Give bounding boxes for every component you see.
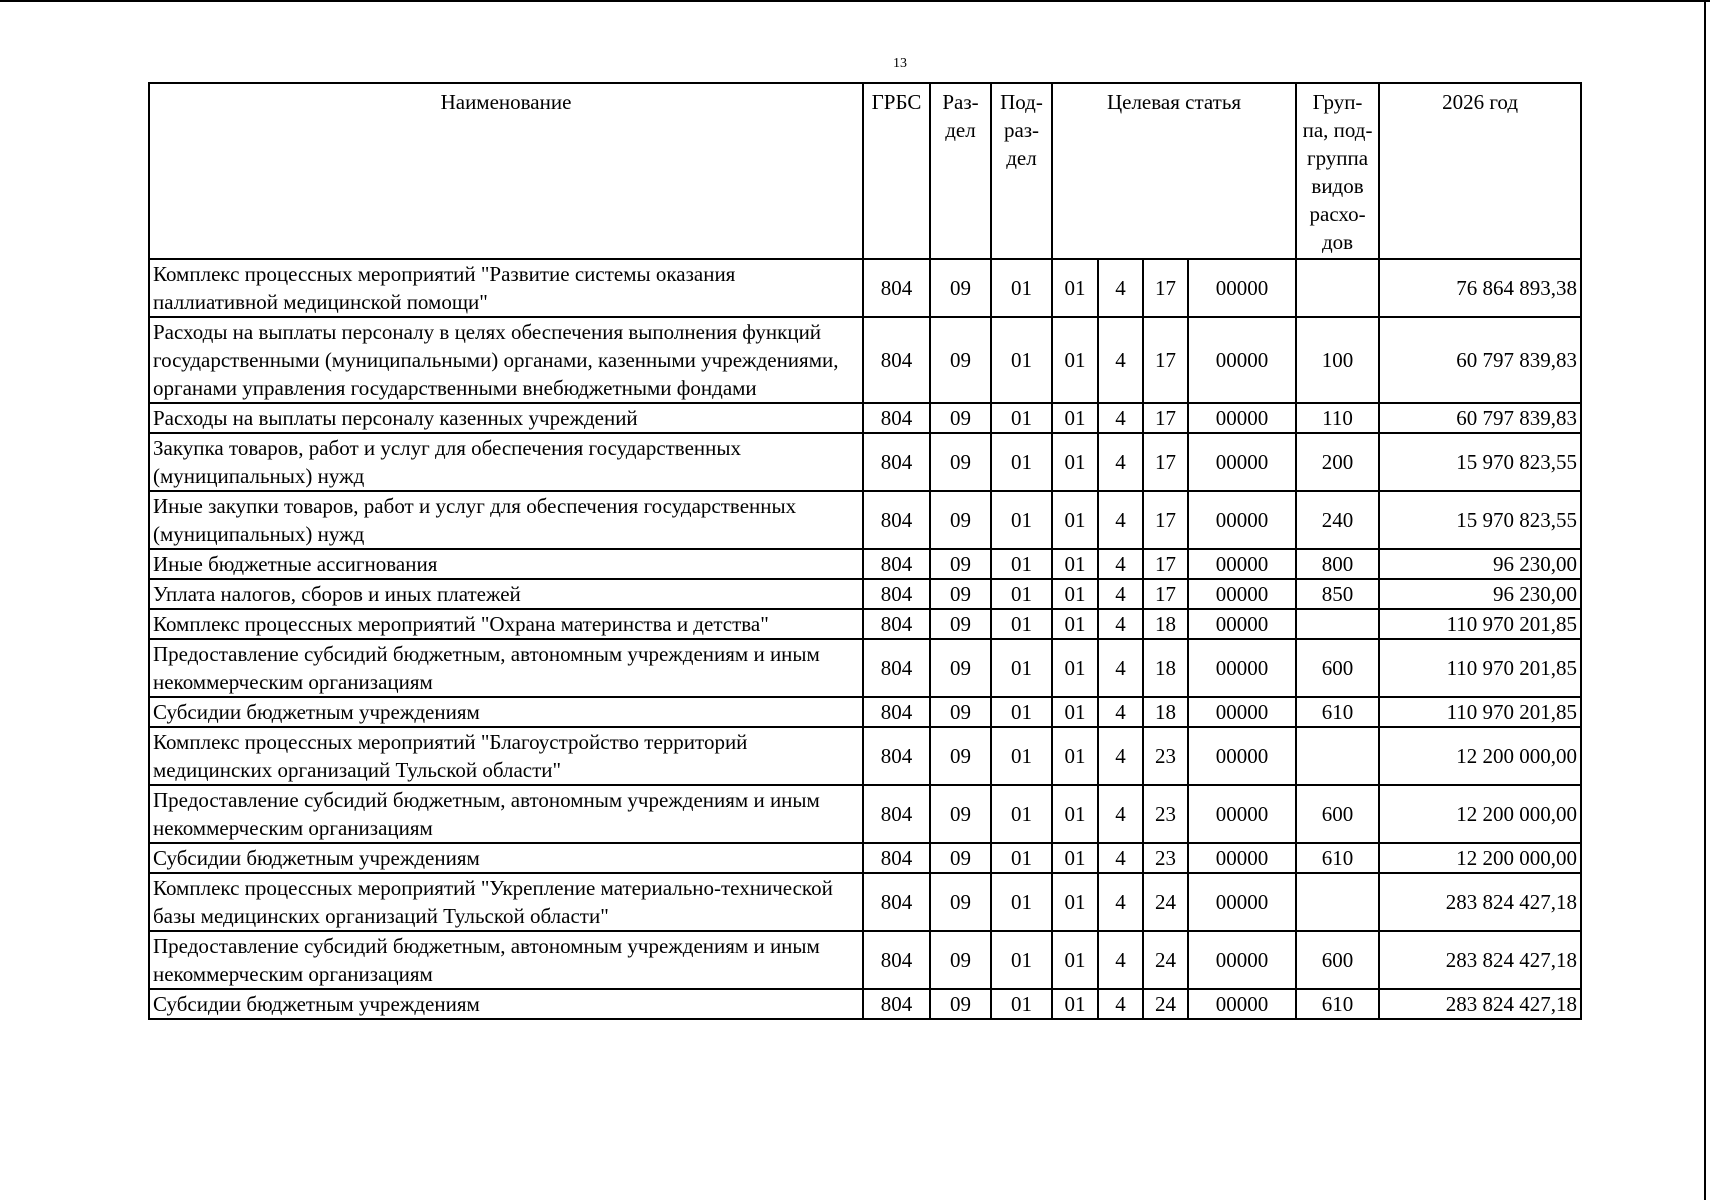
cell-amount-2026: 110 970 201,85: [1379, 609, 1581, 639]
cell-grbs: 804: [863, 989, 930, 1019]
cell-target-direction: 00000: [1188, 259, 1296, 317]
cell-amount-2026: 110 970 201,85: [1379, 697, 1581, 727]
cell-amount-2026: 12 200 000,00: [1379, 843, 1581, 873]
cell-target-direction: 00000: [1188, 403, 1296, 433]
table-row: [149, 579, 1581, 609]
cell-name: Расходы на выплаты персоналу в целях обеспечения выполнения функций государственными (муниципальными) органами, казенными учреждениями, органами управления государственными внебюджетными фондами: [149, 317, 863, 403]
cell-target-direction: 00000: [1188, 989, 1296, 1019]
cell-name: Предоставление субсидий бюджетным, автономным учреждениям и иным некоммерческим организациям: [149, 785, 863, 843]
cell-target-direction: 00000: [1188, 491, 1296, 549]
cell-target-direction: 00000: [1188, 727, 1296, 785]
cell-target-complex: 17: [1143, 491, 1188, 549]
cell-target-complex: 18: [1143, 639, 1188, 697]
cell-razdel: 09: [930, 491, 991, 549]
cell-grbs: 804: [863, 785, 930, 843]
cell-target-program: 01: [1052, 549, 1098, 579]
cell-target-direction: 00000: [1188, 433, 1296, 491]
cell-target-complex: 17: [1143, 433, 1188, 491]
cell-target-direction: 00000: [1188, 549, 1296, 579]
cell-target-complex: 24: [1143, 931, 1188, 989]
page-number: 13: [893, 56, 907, 71]
cell-target-complex: 18: [1143, 697, 1188, 727]
header-target-article: Целевая статья: [1052, 83, 1296, 259]
cell-target-type: 4: [1098, 403, 1143, 433]
cell-target-type: 4: [1098, 491, 1143, 549]
cell-podrazdel: 01: [991, 843, 1052, 873]
table-row: [149, 843, 1581, 873]
cell-name: Предоставление субсидий бюджетным, автономным учреждениям и иным некоммерческим организациям: [149, 931, 863, 989]
header-podrazdel: Под-раз-дел: [991, 83, 1052, 259]
table-row: [149, 403, 1581, 433]
cell-razdel: 09: [930, 317, 991, 403]
cell-target-direction: 00000: [1188, 873, 1296, 931]
cell-razdel: 09: [930, 549, 991, 579]
cell-target-direction: 00000: [1188, 697, 1296, 727]
cell-target-program: 01: [1052, 433, 1098, 491]
cell-target-direction: 00000: [1188, 609, 1296, 639]
cell-expense-group: 600: [1296, 785, 1379, 843]
cell-target-program: 01: [1052, 609, 1098, 639]
cell-razdel: 09: [930, 259, 991, 317]
cell-expense-group: [1296, 873, 1379, 931]
cell-target-type: 4: [1098, 609, 1143, 639]
table-row: [149, 931, 1581, 989]
cell-razdel: 09: [930, 727, 991, 785]
cell-razdel: 09: [930, 697, 991, 727]
cell-podrazdel: 01: [991, 873, 1052, 931]
table-row: [149, 989, 1581, 1019]
cell-amount-2026: 60 797 839,83: [1379, 403, 1581, 433]
cell-target-type: 4: [1098, 785, 1143, 843]
cell-razdel: 09: [930, 785, 991, 843]
cell-grbs: 804: [863, 931, 930, 989]
cell-target-direction: 00000: [1188, 579, 1296, 609]
cell-grbs: 804: [863, 317, 930, 403]
cell-target-type: 4: [1098, 843, 1143, 873]
cell-name: Субсидии бюджетным учреждениям: [149, 697, 863, 727]
cell-target-complex: 23: [1143, 727, 1188, 785]
table-row: [149, 727, 1581, 785]
cell-expense-group: 240: [1296, 491, 1379, 549]
cell-expense-group: 200: [1296, 433, 1379, 491]
cell-name: Иные бюджетные ассигнования: [149, 549, 863, 579]
cell-razdel: 09: [930, 403, 991, 433]
budget-table: [148, 82, 1582, 1020]
cell-grbs: 804: [863, 727, 930, 785]
cell-podrazdel: 01: [991, 989, 1052, 1019]
cell-grbs: 804: [863, 403, 930, 433]
cell-target-complex: 17: [1143, 317, 1188, 403]
cell-target-program: 01: [1052, 317, 1098, 403]
cell-target-type: 4: [1098, 873, 1143, 931]
cell-grbs: 804: [863, 549, 930, 579]
cell-target-type: 4: [1098, 549, 1143, 579]
cell-expense-group: 850: [1296, 579, 1379, 609]
cell-name: Комплекс процессных мероприятий "Развитие системы оказания паллиативной медицинской помощи": [149, 259, 863, 317]
cell-amount-2026: 12 200 000,00: [1379, 785, 1581, 843]
cell-expense-group: 610: [1296, 843, 1379, 873]
cell-razdel: 09: [930, 609, 991, 639]
cell-target-direction: 00000: [1188, 843, 1296, 873]
cell-target-complex: 23: [1143, 843, 1188, 873]
cell-podrazdel: 01: [991, 639, 1052, 697]
cell-amount-2026: 76 864 893,38: [1379, 259, 1581, 317]
cell-razdel: 09: [930, 931, 991, 989]
cell-podrazdel: 01: [991, 579, 1052, 609]
cell-razdel: 09: [930, 843, 991, 873]
cell-expense-group: 600: [1296, 931, 1379, 989]
cell-name: Субсидии бюджетным учреждениям: [149, 989, 863, 1019]
table-row: [149, 873, 1581, 931]
cell-expense-group: 100: [1296, 317, 1379, 403]
cell-grbs: 804: [863, 259, 930, 317]
cell-name: Комплекс процессных мероприятий "Охрана материнства и детства": [149, 609, 863, 639]
table-row: [149, 433, 1581, 491]
cell-expense-group: [1296, 259, 1379, 317]
cell-amount-2026: 60 797 839,83: [1379, 317, 1581, 403]
cell-amount-2026: 96 230,00: [1379, 549, 1581, 579]
cell-target-complex: 18: [1143, 609, 1188, 639]
cell-target-program: 01: [1052, 403, 1098, 433]
table-row: [149, 259, 1581, 317]
cell-amount-2026: 96 230,00: [1379, 579, 1581, 609]
cell-name: Комплекс процессных мероприятий "Укрепление материально-технической базы медицинских организаций Тульской области": [149, 873, 863, 931]
cell-name: Уплата налогов, сборов и иных платежей: [149, 579, 863, 609]
cell-target-direction: 00000: [1188, 317, 1296, 403]
cell-grbs: 804: [863, 843, 930, 873]
cell-target-complex: 17: [1143, 259, 1188, 317]
cell-target-program: 01: [1052, 259, 1098, 317]
cell-target-program: 01: [1052, 491, 1098, 549]
cell-razdel: 09: [930, 873, 991, 931]
cell-podrazdel: 01: [991, 785, 1052, 843]
cell-target-program: 01: [1052, 579, 1098, 609]
cell-target-complex: 17: [1143, 403, 1188, 433]
cell-amount-2026: 283 824 427,18: [1379, 873, 1581, 931]
cell-expense-group: 610: [1296, 989, 1379, 1019]
cell-target-program: 01: [1052, 931, 1098, 989]
cell-expense-group: 800: [1296, 549, 1379, 579]
table-header-row: [149, 83, 1581, 259]
cell-razdel: 09: [930, 989, 991, 1019]
cell-podrazdel: 01: [991, 931, 1052, 989]
header-year: 2026 год: [1379, 83, 1581, 259]
cell-target-complex: 24: [1143, 873, 1188, 931]
cell-target-type: 4: [1098, 317, 1143, 403]
cell-expense-group: 110: [1296, 403, 1379, 433]
cell-podrazdel: 01: [991, 259, 1052, 317]
cell-podrazdel: 01: [991, 433, 1052, 491]
cell-grbs: 804: [863, 491, 930, 549]
cell-target-complex: 17: [1143, 549, 1188, 579]
cell-podrazdel: 01: [991, 727, 1052, 785]
cell-name: Иные закупки товаров, работ и услуг для обеспечения государственных (муниципальных) нужд: [149, 491, 863, 549]
table-row: [149, 491, 1581, 549]
cell-target-type: 4: [1098, 727, 1143, 785]
header-razdel: Раз-дел: [930, 83, 991, 259]
cell-razdel: 09: [930, 433, 991, 491]
cell-target-type: 4: [1098, 697, 1143, 727]
cell-target-type: 4: [1098, 989, 1143, 1019]
cell-target-direction: 00000: [1188, 639, 1296, 697]
cell-target-direction: 00000: [1188, 931, 1296, 989]
cell-name: Закупка товаров, работ и услуг для обеспечения государственных (муниципальных) нужд: [149, 433, 863, 491]
cell-amount-2026: 15 970 823,55: [1379, 433, 1581, 491]
cell-target-complex: 24: [1143, 989, 1188, 1019]
cell-podrazdel: 01: [991, 317, 1052, 403]
cell-target-direction: 00000: [1188, 785, 1296, 843]
cell-target-type: 4: [1098, 639, 1143, 697]
cell-podrazdel: 01: [991, 403, 1052, 433]
table-row: [149, 639, 1581, 697]
cell-grbs: 804: [863, 433, 930, 491]
cell-expense-group: 610: [1296, 697, 1379, 727]
table-row: [149, 697, 1581, 727]
cell-grbs: 804: [863, 697, 930, 727]
cell-amount-2026: 12 200 000,00: [1379, 727, 1581, 785]
cell-name: Субсидии бюджетным учреждениям: [149, 843, 863, 873]
cell-amount-2026: 283 824 427,18: [1379, 931, 1581, 989]
table-row: [149, 785, 1581, 843]
cell-target-type: 4: [1098, 931, 1143, 989]
table-body: [149, 259, 1581, 1019]
cell-target-complex: 17: [1143, 579, 1188, 609]
cell-podrazdel: 01: [991, 549, 1052, 579]
table-row: [149, 317, 1581, 403]
cell-name: Расходы на выплаты персоналу казенных учреждений: [149, 403, 863, 433]
cell-expense-group: [1296, 609, 1379, 639]
cell-podrazdel: 01: [991, 609, 1052, 639]
cell-target-type: 4: [1098, 259, 1143, 317]
cell-name: Комплекс процессных мероприятий "Благоустройство территорий медицинских организаций Тульской области": [149, 727, 863, 785]
cell-target-program: 01: [1052, 697, 1098, 727]
page-border-top: [0, 0, 1710, 2]
cell-target-program: 01: [1052, 639, 1098, 697]
page-border-right: [1704, 0, 1706, 1200]
cell-target-program: 01: [1052, 873, 1098, 931]
cell-grbs: 804: [863, 609, 930, 639]
cell-amount-2026: 15 970 823,55: [1379, 491, 1581, 549]
cell-target-program: 01: [1052, 785, 1098, 843]
cell-target-type: 4: [1098, 433, 1143, 491]
cell-podrazdel: 01: [991, 491, 1052, 549]
cell-target-program: 01: [1052, 843, 1098, 873]
cell-amount-2026: 110 970 201,85: [1379, 639, 1581, 697]
cell-name: Предоставление субсидий бюджетным, автономным учреждениям и иным некоммерческим организациям: [149, 639, 863, 697]
cell-target-type: 4: [1098, 579, 1143, 609]
cell-expense-group: 600: [1296, 639, 1379, 697]
cell-grbs: 804: [863, 639, 930, 697]
cell-target-program: 01: [1052, 989, 1098, 1019]
cell-razdel: 09: [930, 639, 991, 697]
cell-grbs: 804: [863, 873, 930, 931]
cell-podrazdel: 01: [991, 697, 1052, 727]
cell-expense-group: [1296, 727, 1379, 785]
cell-razdel: 09: [930, 579, 991, 609]
cell-target-complex: 23: [1143, 785, 1188, 843]
cell-grbs: 804: [863, 579, 930, 609]
cell-target-program: 01: [1052, 727, 1098, 785]
header-name: Наименование: [149, 83, 863, 259]
table-row: [149, 609, 1581, 639]
cell-amount-2026: 283 824 427,18: [1379, 989, 1581, 1019]
header-grbs: ГРБС: [863, 83, 930, 259]
table-row: [149, 549, 1581, 579]
header-expense-group: Груп-па, под-группа видов расхо-дов: [1296, 83, 1379, 259]
